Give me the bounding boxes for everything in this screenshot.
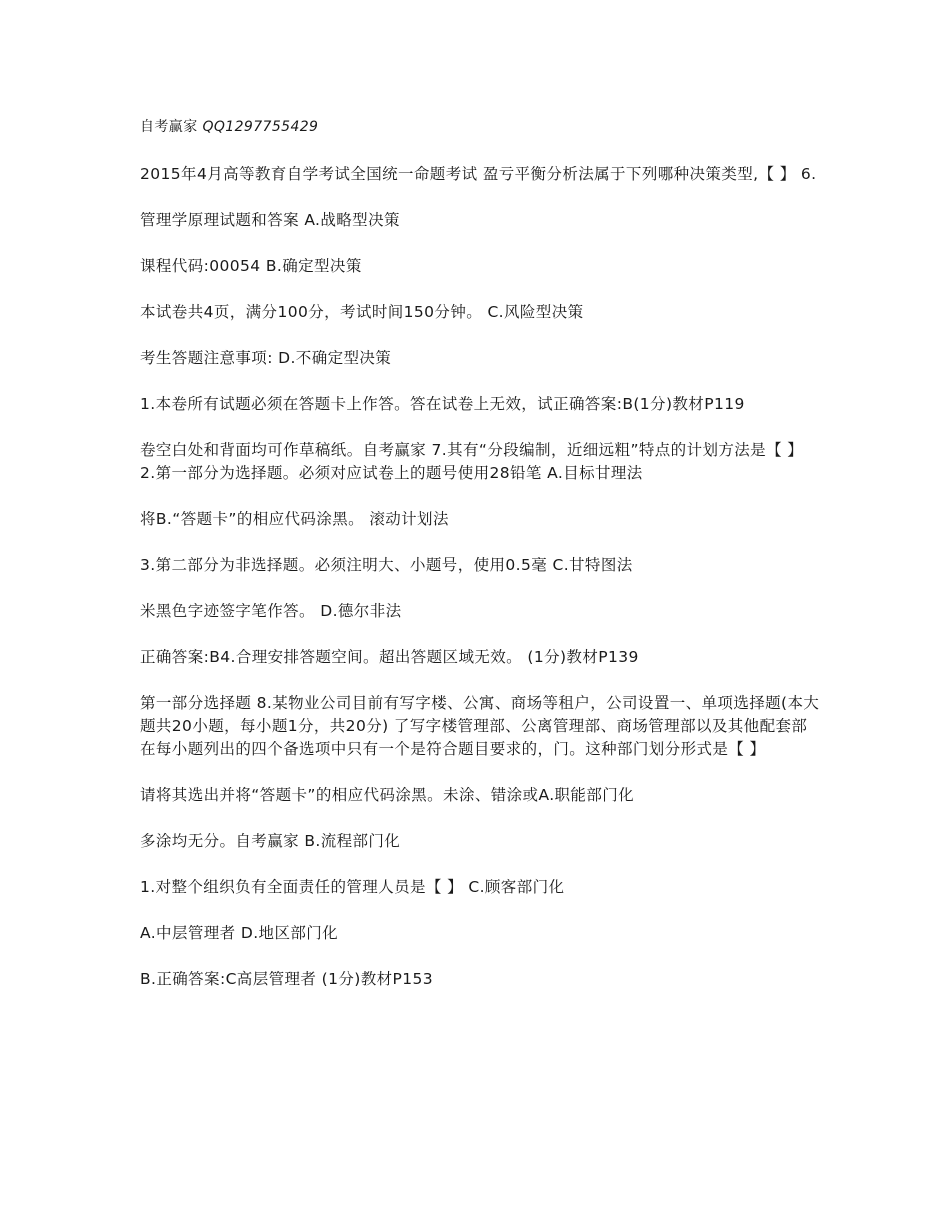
header-brand: 自考赢家 [140, 119, 203, 135]
paragraph-7: 卷空白处和背面均可作草稿纸。自考赢家 7.其有“分段编制，近细远粗”特点的计划方法是【 】 2.第一部分为选择题。必须对应试卷上的题号使用28铅笔 A.目标甘理法 [140, 441, 804, 482]
paragraph-9: 3.第二部分为非选择题。必须注明大、小题号，使用0.5毫 C.甘特图法 [140, 556, 633, 574]
document-body [140, 116, 820, 1014]
paragraph-14: 多涂均无分。自考赢家 B.流程部门化 [140, 832, 401, 850]
header-qq: QQ1297755429 [202, 119, 319, 135]
paragraph-5: 考生答题注意事项: D.不确定型决策 [140, 349, 392, 367]
paragraph-1: 2015年4月高等教育自学考试全国统一命题考试 盈亏平衡分析法属于下列哪种决策类型,【 】 6. [140, 165, 817, 183]
page-header [140, 116, 820, 139]
paragraph-8: 将B.“答题卡”的相应代码涂黑。 滚动计划法 [140, 510, 449, 528]
paragraph-17: B.正确答案:C高层管理者 (1分)教材P153 [140, 970, 434, 988]
paragraph-4: 本试卷共4页，满分100分，考试时间150分钟。 C.风险型决策 [140, 303, 584, 321]
paragraph-15: 1.对整个组织负有全面责任的管理人员是【 】 C.顾客部门化 [140, 878, 565, 896]
paragraph-12: 第一部分选择题 8.某物业公司目前有写字楼、公寓、商场等租户，公司设置一、单项选择题(本大题共20小题，每小题1分，共20分) 了写字楼管理部、公离管理部、商场管理部以及其他配套部在每小题列出的四个备选项中只有一个是符合题目要求的，门。这种部门划分形式是【 】 [140, 694, 820, 758]
paragraph-2: 管理学原理试题和答案 A.战略型决策 [140, 211, 400, 229]
paragraph-13: 请将其选出并将“答题卡”的相应代码涂黑。未涂、错涂或A.职能部门化 [140, 786, 635, 804]
paragraph-10: 米黑色字迹签字笔作答。 D.德尔非法 [140, 602, 402, 620]
paragraph-3: 课程代码:00054 B.确定型决策 [140, 257, 362, 275]
paragraph-11: 正确答案:B4.合理安排答题空间。超出答题区域无效。 (1分)教材P139 [140, 648, 639, 666]
paragraph-6: 1.本卷所有试题必须在答题卡上作答。答在试卷上无效，试正确答案:B(1分)教材P119 [140, 395, 745, 413]
paragraph-16: A.中层管理者 D.地区部门化 [140, 924, 339, 942]
